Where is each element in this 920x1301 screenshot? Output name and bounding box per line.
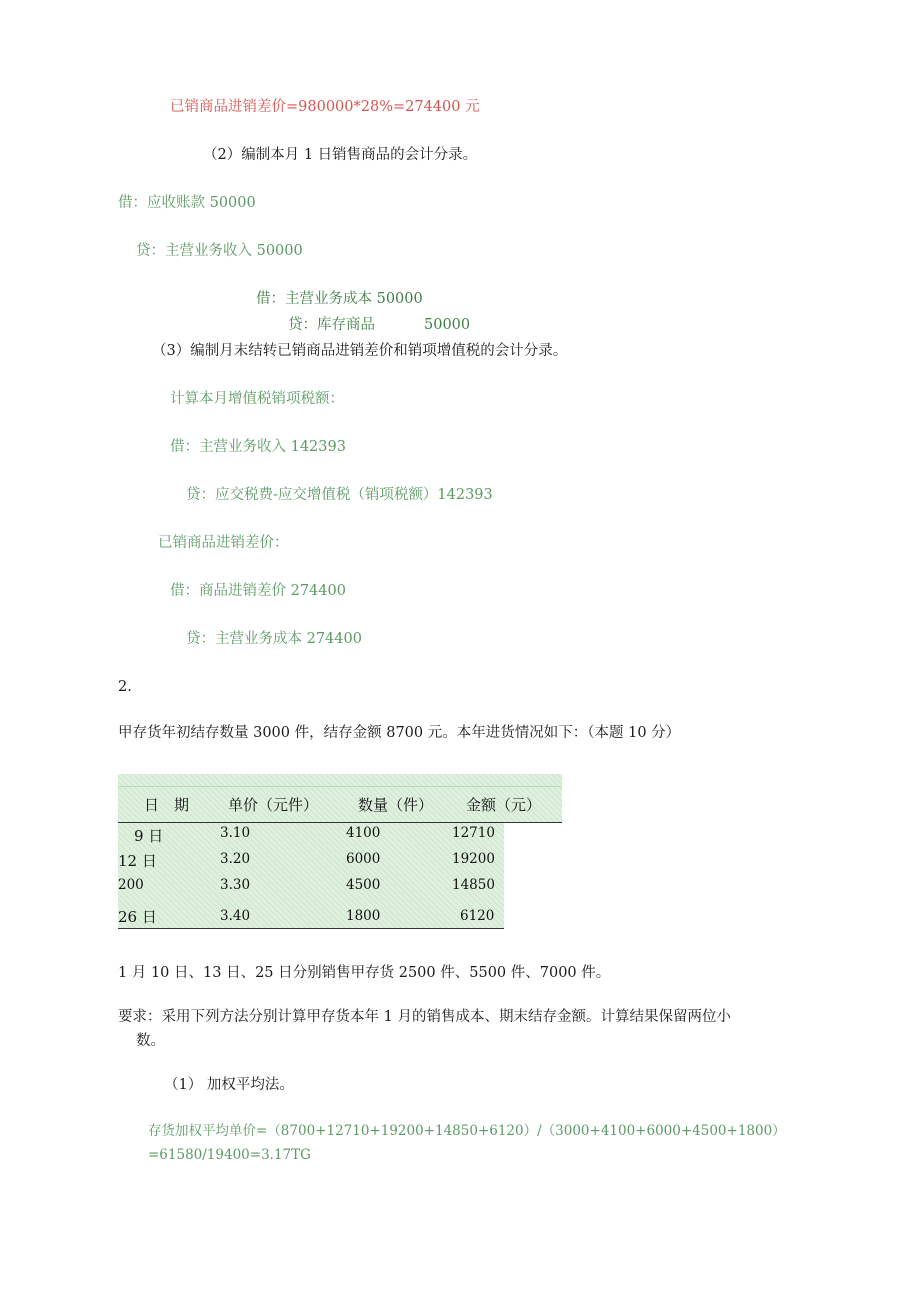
text-line: 1 月 10 日、13 日、25 日分别销售甲存货 2500 件、5500 件、7000 件。 [118, 965, 611, 981]
text-line: 贷：应交税费-应交增值税（销项税额）142393 [186, 487, 493, 503]
text-line: 存货加权平均单价=（8700+12710+19200+14850+6120）/（3000+4100+6000+4500+1800） [148, 1123, 786, 1139]
table-cell: 3.10 [220, 825, 251, 841]
table-cell: 26 日 [118, 908, 157, 926]
table-cell: 4500 [346, 877, 381, 893]
table-cell: 3.20 [220, 851, 251, 867]
purchase-table [118, 774, 562, 930]
table-cell: 200 [118, 877, 144, 893]
table-cell: 4100 [346, 825, 381, 841]
text-line: 数。 [136, 1033, 165, 1049]
text-line: 借：商品进销差价 274400 [170, 583, 346, 599]
text-line: 借：应收账款 50000 [118, 195, 256, 211]
text-line: 要求：采用下列方法分别计算甲存货本年 1 月的销售成本、期末结存金额。计算结果保留两位小 [118, 1009, 731, 1025]
text-line: 借：主营业务成本 50000 [256, 291, 423, 307]
text-line: 贷：库存商品 [288, 317, 375, 333]
column-header: 单价（元件） [228, 796, 319, 814]
table-cell: 6120 [460, 908, 495, 924]
text-line: 贷：主营业务收入 50000 [136, 243, 303, 259]
table-cell: 9 日 [134, 827, 164, 845]
text-line: =61580/19400=3.17TG [148, 1147, 311, 1163]
text-line: 甲存货年初结存数量 3000 件，结存金额 8700 元。本年进货情况如下：（本题 10 分） [118, 725, 681, 741]
text-line: 已销商品进销差价： [158, 535, 289, 551]
text-line: 2. [118, 679, 132, 695]
table-cell: 14850 [452, 877, 495, 893]
text-line: 计算本月增值税销项税额： [170, 391, 344, 407]
table-header [118, 774, 562, 823]
text-line: 贷：主营业务成本 274400 [186, 631, 362, 647]
table-cell: 1800 [346, 908, 381, 924]
table-cell: 3.30 [220, 877, 251, 893]
table-cell: 3.40 [220, 908, 251, 924]
table-body [118, 823, 504, 929]
table-cell: 12 日 [118, 852, 157, 870]
table-cell: 12710 [452, 825, 495, 841]
text-line: （2）编制本月 1 日销售商品的会计分录。 [203, 147, 478, 163]
table-cell: 6000 [346, 851, 381, 867]
text-line: 50000 [424, 317, 471, 333]
text-line: （3）编制月末结转已销商品进销差价和销项增值税的会计分录。 [152, 343, 568, 359]
column-header: 金额（元） [466, 796, 542, 814]
table-cell: 19200 [452, 851, 495, 867]
text-line: （1） 加权平均法。 [164, 1077, 294, 1093]
column-header: 数量（件） [358, 796, 434, 814]
text-line: 借：主营业务收入 142393 [170, 439, 346, 455]
column-header: 日 期 [144, 796, 190, 814]
text-line: 已销商品进销差价=980000*28%=274400 元 [170, 99, 480, 115]
